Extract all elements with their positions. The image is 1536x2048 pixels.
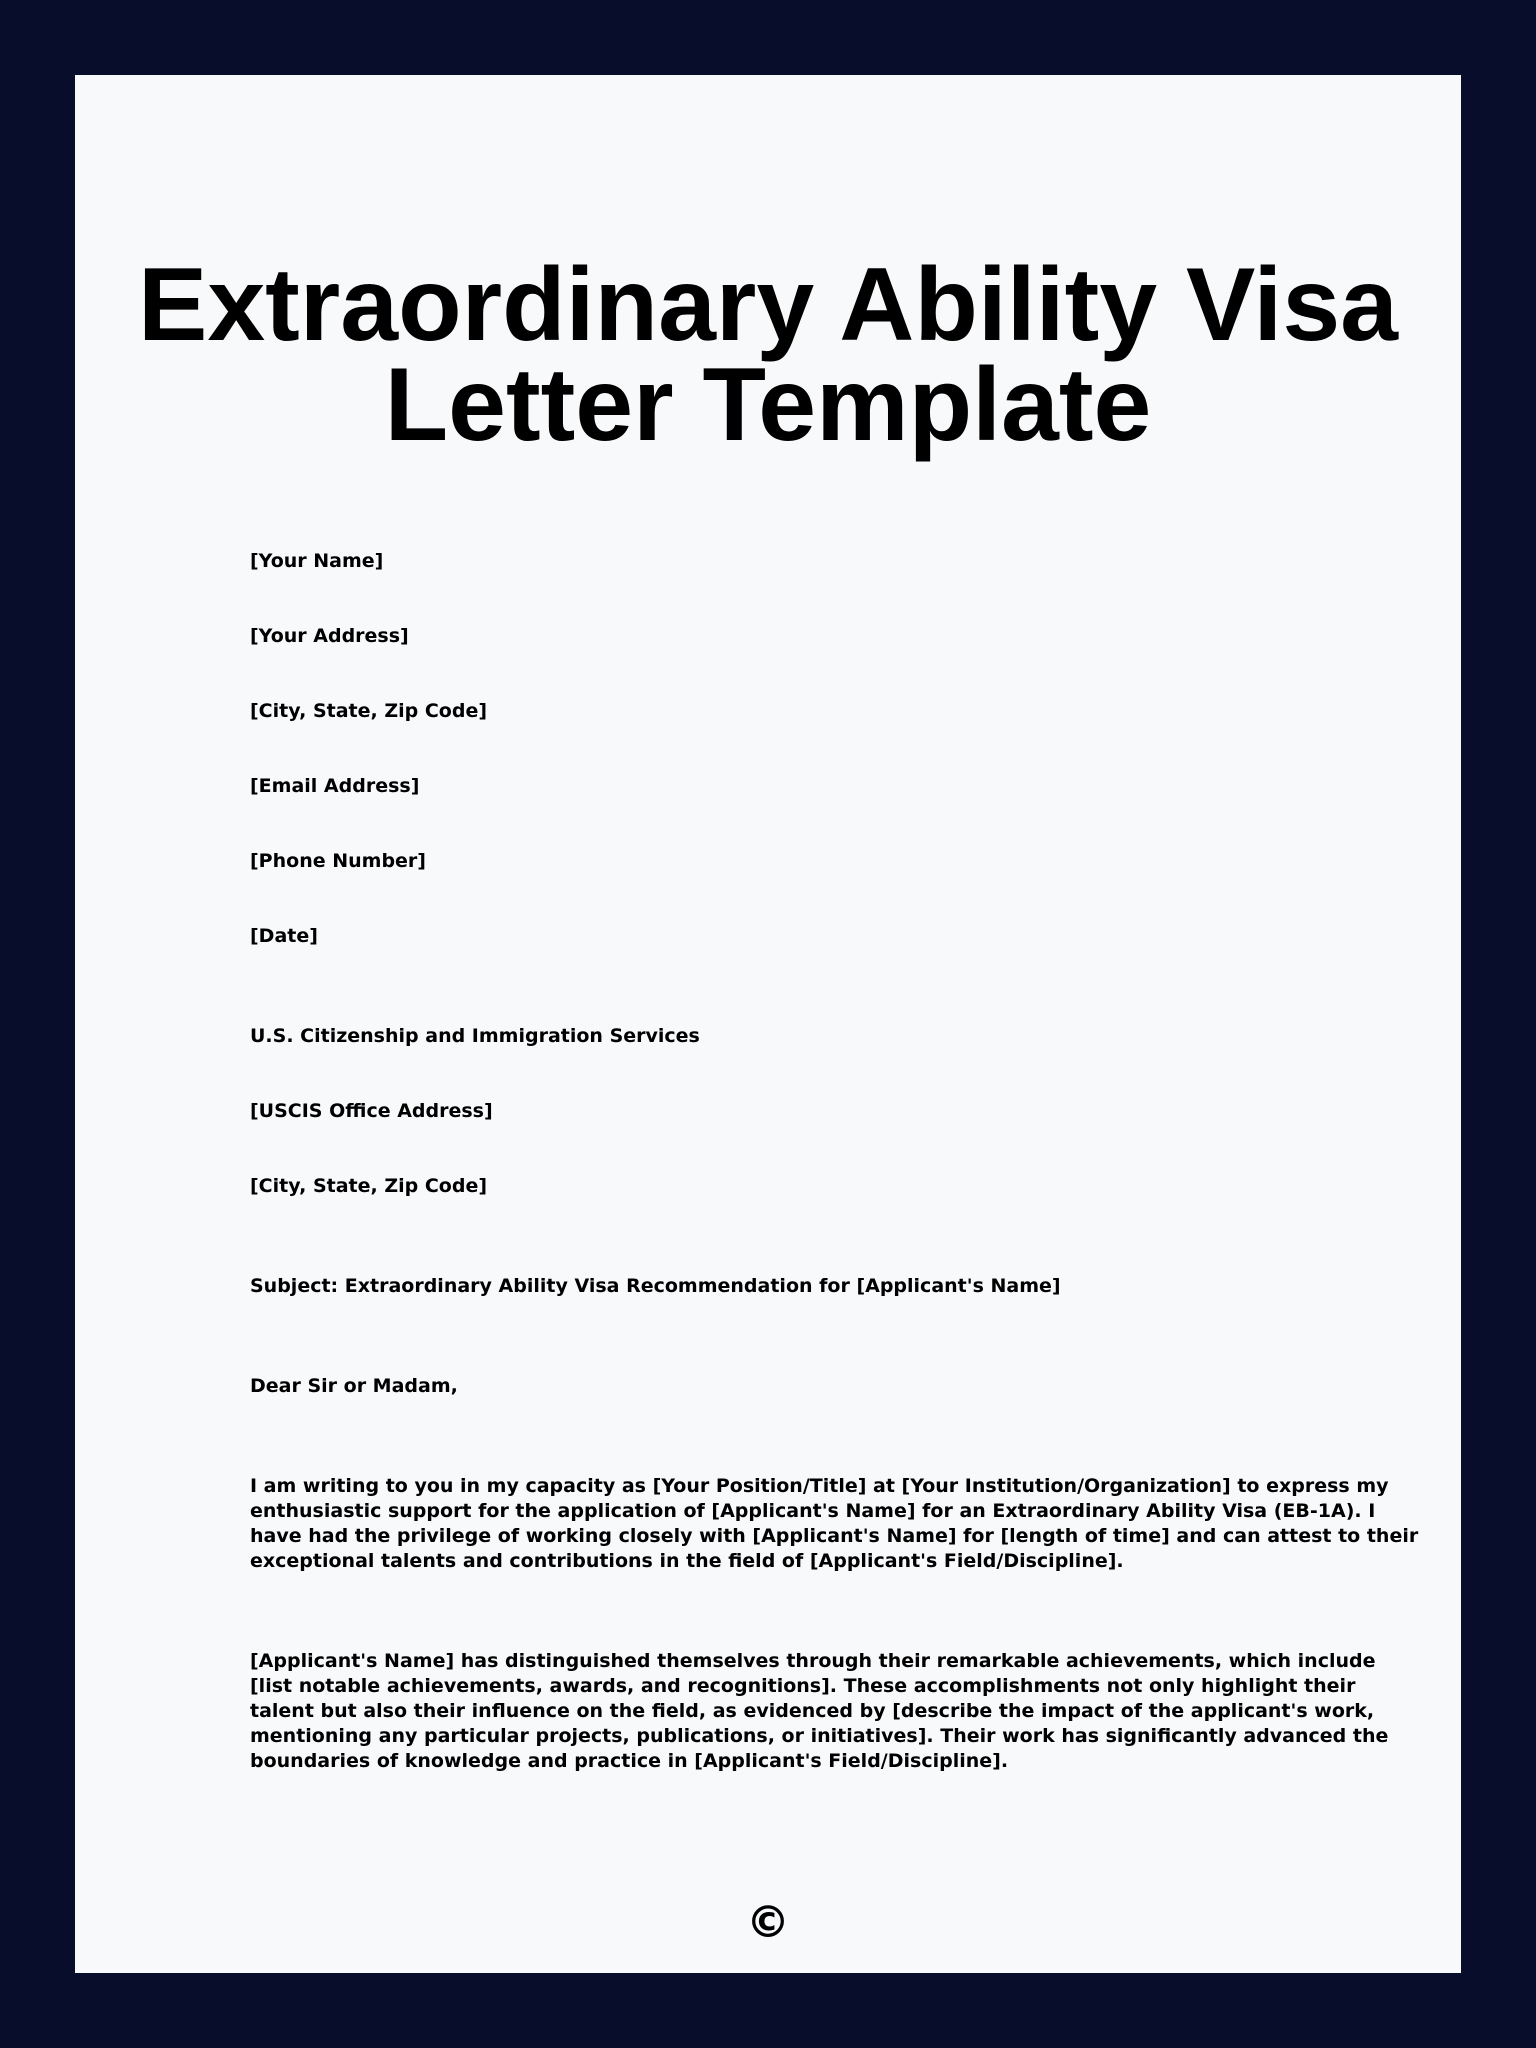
title-line-1: Extraordinary Ability Visa	[137, 247, 1399, 363]
recipient-city-state-zip: [City, State, Zip Code]	[250, 1175, 488, 1197]
sender-email: [Email Address]	[250, 775, 420, 797]
paragraph-line: enthusiastic support for the application of [Applicant's Name] for an Extraordinary Ability Visa (EB-1A). I	[250, 1500, 1376, 1522]
paragraph-line: [Applicant's Name] has distinguished themselves through their remarkable achievements, which include	[250, 1650, 1376, 1672]
sender-name: [Your Name]	[250, 550, 384, 572]
letter-subject: Subject: Extraordinary Ability Visa Recommendation for [Applicant's Name]	[250, 1275, 1061, 1297]
page-title	[75, 247, 1461, 463]
paragraph-line: exceptional talents and contributions in the field of [Applicant's Field/Discipline].	[250, 1550, 1124, 1572]
sender-address: [Your Address]	[250, 625, 409, 647]
paragraph-line: talent but also their influence on the field, as evidenced by [describe the impact of the applicant's work,	[250, 1700, 1375, 1722]
recipient-office-address: [USCIS Office Address]	[250, 1100, 493, 1122]
body-paragraph-1	[250, 1474, 1419, 1574]
body-paragraph-2	[250, 1649, 1389, 1774]
paragraph-line: mentioning any particular projects, publications, or initiatives]. Their work has significantly advanced the	[250, 1725, 1389, 1747]
sender-phone: [Phone Number]	[250, 850, 426, 872]
paragraph-line: I am writing to you in my capacity as [Your Position/Title] at [Your Institution/Organization] to express my	[250, 1475, 1389, 1497]
title-line-2: Letter Template	[384, 347, 1152, 463]
recipient-agency: U.S. Citizenship and Immigration Services	[250, 1025, 700, 1047]
paragraph-line: [list notable achievements, awards, and recognitions]. These accomplishments not only highlight their	[250, 1675, 1356, 1697]
sender-city-state-zip: [City, State, Zip Code]	[250, 700, 488, 722]
salutation: Dear Sir or Madam,	[250, 1375, 458, 1397]
letter-page	[75, 75, 1461, 1973]
paragraph-line: boundaries of knowledge and practice in [Applicant's Field/Discipline].	[250, 1750, 1009, 1772]
paragraph-line: have had the privilege of working closely with [Applicant's Name] for [length of time] and can attest to their	[250, 1525, 1419, 1547]
letter-date: [Date]	[250, 925, 318, 947]
copyright-symbol: ©	[746, 1897, 790, 1948]
